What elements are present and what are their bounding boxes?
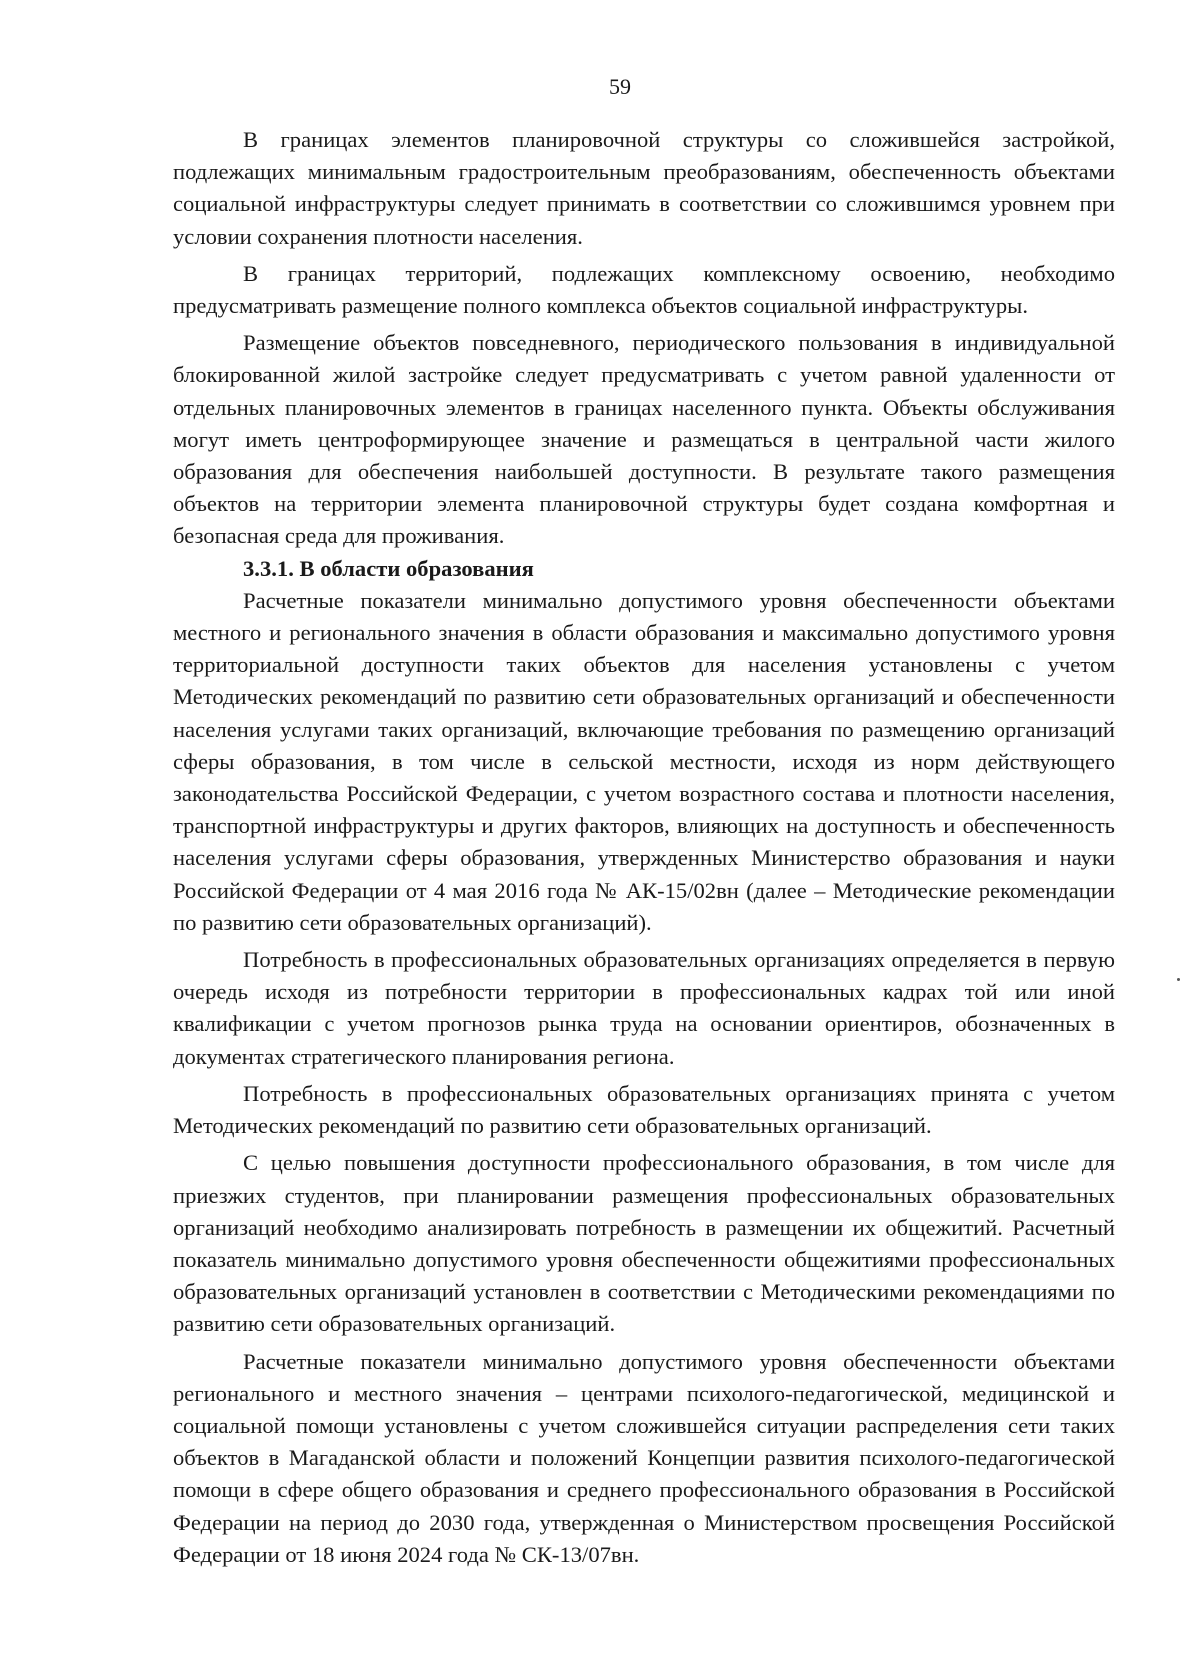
paragraph-education-indicators: Расчетные показатели минимально допустимого уровня обеспеченности объектами местного и регионального значения в области образования и максимально допустимого уровня территориальной доступности таких объектов для населения установлены с учетом Методических рекомендаций по развитию сети образовательных организаций и обеспеченности населения услугами таких организаций, включающие требования по размещению организаций сферы образования, в том числе в сельской местности, исходя из норм действующего законодательства Российской Федерации, с учетом возрастного состава и плотности населения, транспортной инфраструктуры и других факторов, влияющих на доступность и обеспеченность населения услугами сферы образования, утвержденных Министерство образования и науки Российской Федерации от 4 мая 2016 года № АК-15/02вн (далее – Методические рекомендации по развитию сети образовательных организаций).	[173, 587, 1115, 935]
section-heading: 3.3.1. В области образования	[243, 555, 534, 581]
paragraph-professional-demand-accepted: Потребность в профессиональных образовательных организациях принята с учетом Методических рекомендаций по развитию сети образовательных организаций.	[173, 1080, 1115, 1139]
page-number: 59	[609, 74, 631, 99]
paragraph-complex-development: В границах территорий, подлежащих комплексному освоению, необходимо предусматривать размещение полного комплекса объектов социальной инфраструктуры.	[173, 260, 1115, 319]
paragraph-service-placement: Размещение объектов повседневного, периодического пользования в индивидуальной блокированной жилой застройке следует предусматривать с учетом равной удаленности от отдельных планировочных элементов в границах населенного пункта. Объекты обслуживания могут иметь центроформирующее значение и размещаться в центральной части жилого образования для обеспечения наибольшей доступности. В результате такого размещения объектов на территории элемента планировочной структуры будет создана комфортная и безопасная среда для проживания.	[173, 330, 1115, 549]
scan-speck	[1177, 978, 1180, 981]
paragraph-professional-demand: Потребность в профессиональных образовательных организациях определяется в первую очередь исходя из потребности территории в профессиональных кадрах той или иной квалификации с учетом прогнозов рынка труда на основании ориентиров, обозначенных в документах стратегического планирования региона.	[173, 947, 1115, 1069]
paragraph-dormitories: С целью повышения доступности профессионального образования, в том числе для приезжих студентов, при планировании размещения профессиональных образовательных организаций необходимо анализировать потребность в размещении их общежитий. Расчетный показатель минимально допустимого уровня обеспеченности общежитиями профессиональных образовательных организаций установлен в соответствии с Методическими рекомендациями по развитию сети образовательных организаций.	[173, 1150, 1115, 1337]
paragraph-psychological-centers: Расчетные показатели минимально допустимого уровня обеспеченности объектами регионального и местного значения – центрами психолого-педагогической, медицинской и социальной помощи установлены с учетом сложившейся ситуации распределения сети таких объектов в Магаданской области и положений Концепции развития психолого-педагогической помощи в сфере общего образования и среднего профессионального образования в Российской Федерации на период до 2030 года, утвержденная о Министерством просвещения Российской Федерации от 18 июня 2024 года № СК-13/07вн.	[173, 1348, 1115, 1567]
document-body	[173, 124, 1115, 1571]
paragraph-existing-development: В границах элементов планировочной структуры со сложившейся застройкой, подлежащих минимальным градостроительным преобразованиям, обеспеченность объектами социальной инфраструктуры следует принимать в соответствии со сложившимся уровнем при условии сохранения плотности населения.	[173, 127, 1115, 249]
